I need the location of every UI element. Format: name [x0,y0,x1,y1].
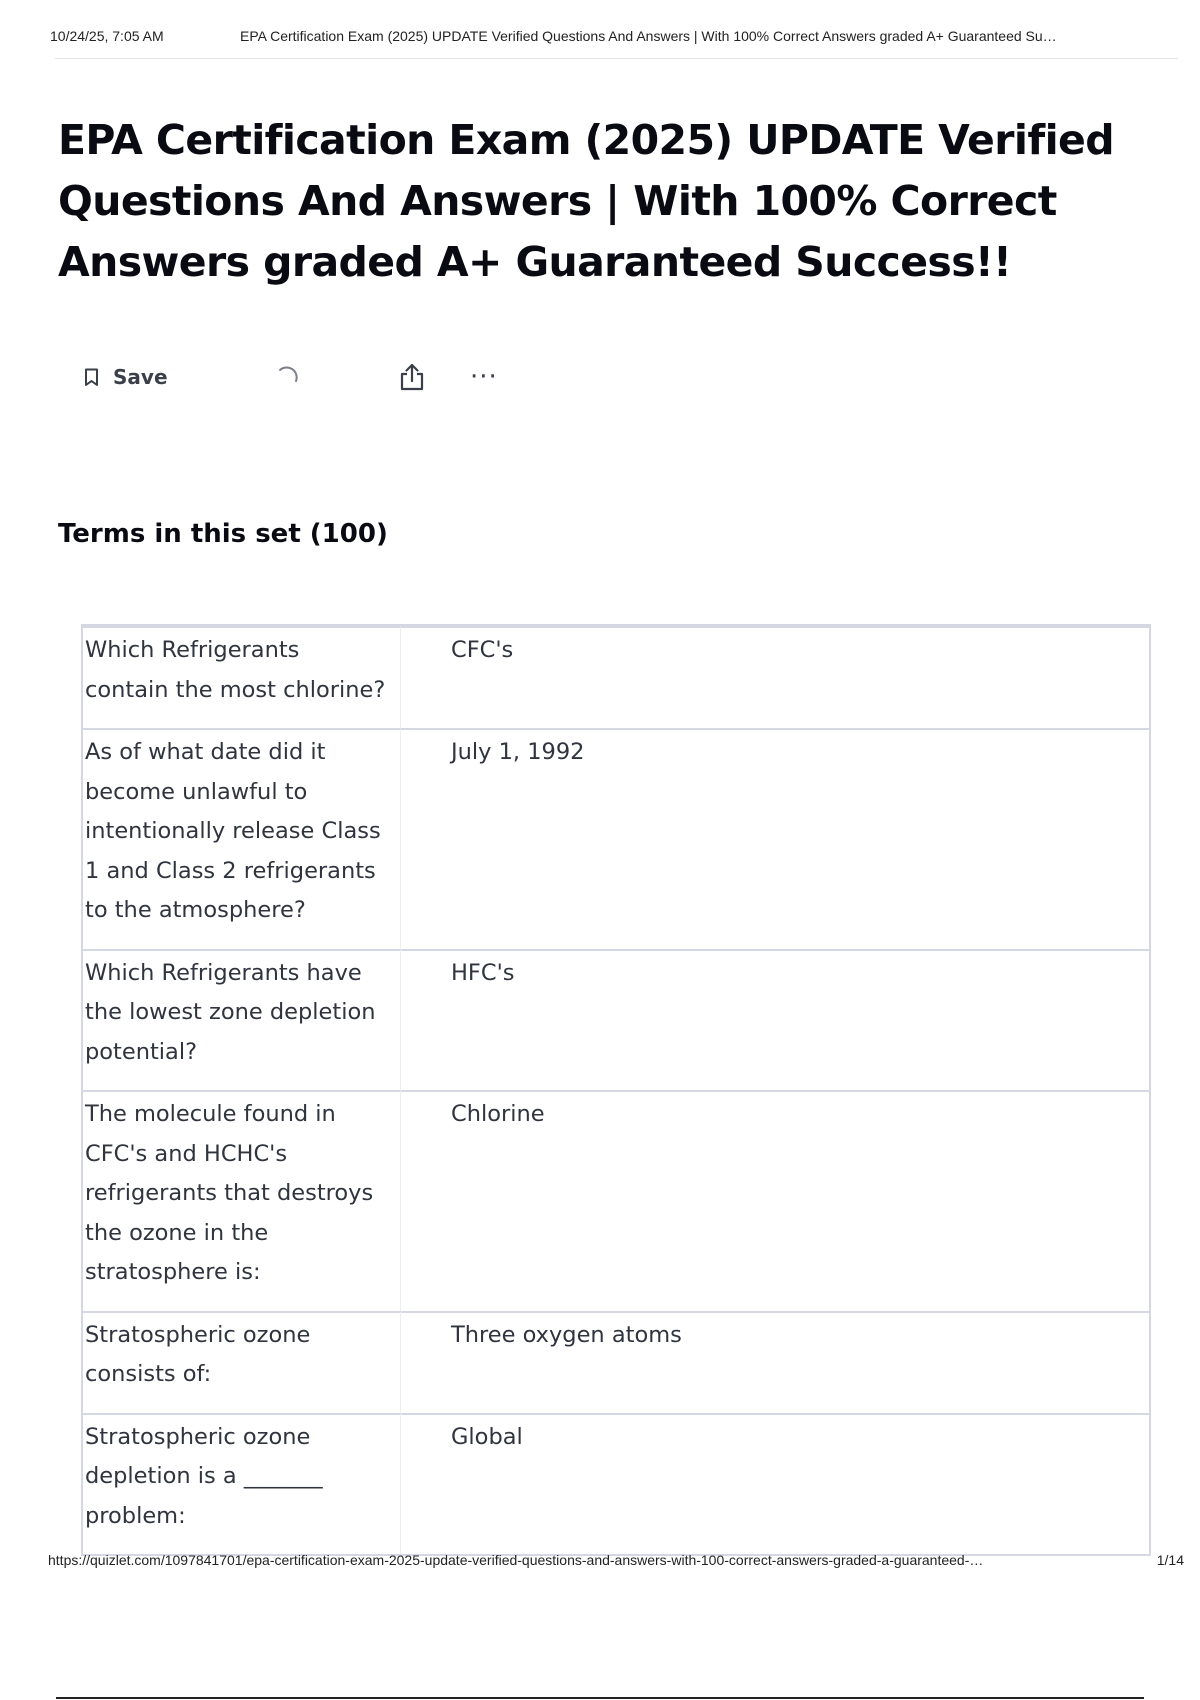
term-question: Which Refrigerants contain the most chlorine? [83,626,401,728]
term-row[interactable] [83,626,1149,728]
bottom-divider [56,1697,1144,1699]
term-row[interactable] [83,1311,1149,1413]
page-number: 1/14 [1156,1552,1184,1568]
header-divider [55,58,1178,59]
term-answer: Global [401,1413,1149,1555]
page-title: EPA Certification Exam (2025) UPDATE Verified Questions And Answers | With 100% Correct Answers graded A+ Guaranteed Success!! [58,116,1114,286]
print-doc-title: EPA Certification Exam (2025) UPDATE Verified Questions And Answers | With 100% Correct Answers graded A+ Guaranteed Su… [240,28,1057,44]
term-question: Which Refrigerants have the lowest zone depletion potential? [83,949,401,1091]
print-datetime: 10/24/25, 7:05 AM [50,28,164,44]
term-question: The molecule found in CFC's and HCHC's refrigerants that destroys the ozone in the stratosphere is: [83,1090,401,1311]
term-question: Stratospheric ozone consists of: [83,1311,401,1413]
page-url: https://quizlet.com/1097841701/epa-certification-exam-2025-update-verified-questions-and-answers-with-100-correct-answers-graded-a-guaranteed-… [48,1552,984,1568]
spinner-icon [276,358,300,396]
save-label: Save [113,365,168,389]
term-row[interactable] [83,949,1149,1091]
term-row[interactable] [83,728,1149,949]
terms-heading: Terms in this set (100) [58,519,388,549]
term-answer: CFC's [401,626,1149,728]
terms-list [83,626,1149,1554]
share-icon[interactable] [398,358,426,396]
term-answer: July 1, 1992 [401,728,1149,949]
save-button[interactable] [84,358,168,396]
term-question: Stratospheric ozone depletion is a _______ problem: [83,1413,401,1555]
term-question: As of what date did it become unlawful to intentionally release Class 1 and Class 2 refrigerants to the atmosphere? [83,728,401,949]
term-answer: HFC's [401,949,1149,1091]
term-answer: Chlorine [401,1090,1149,1311]
term-answer: Three oxygen atoms [401,1311,1149,1413]
more-icon[interactable]: ··· [470,362,498,392]
term-row[interactable] [83,1090,1149,1311]
bookmark-icon [84,368,99,387]
terms-table [81,624,1151,1556]
term-row[interactable] [83,1413,1149,1555]
